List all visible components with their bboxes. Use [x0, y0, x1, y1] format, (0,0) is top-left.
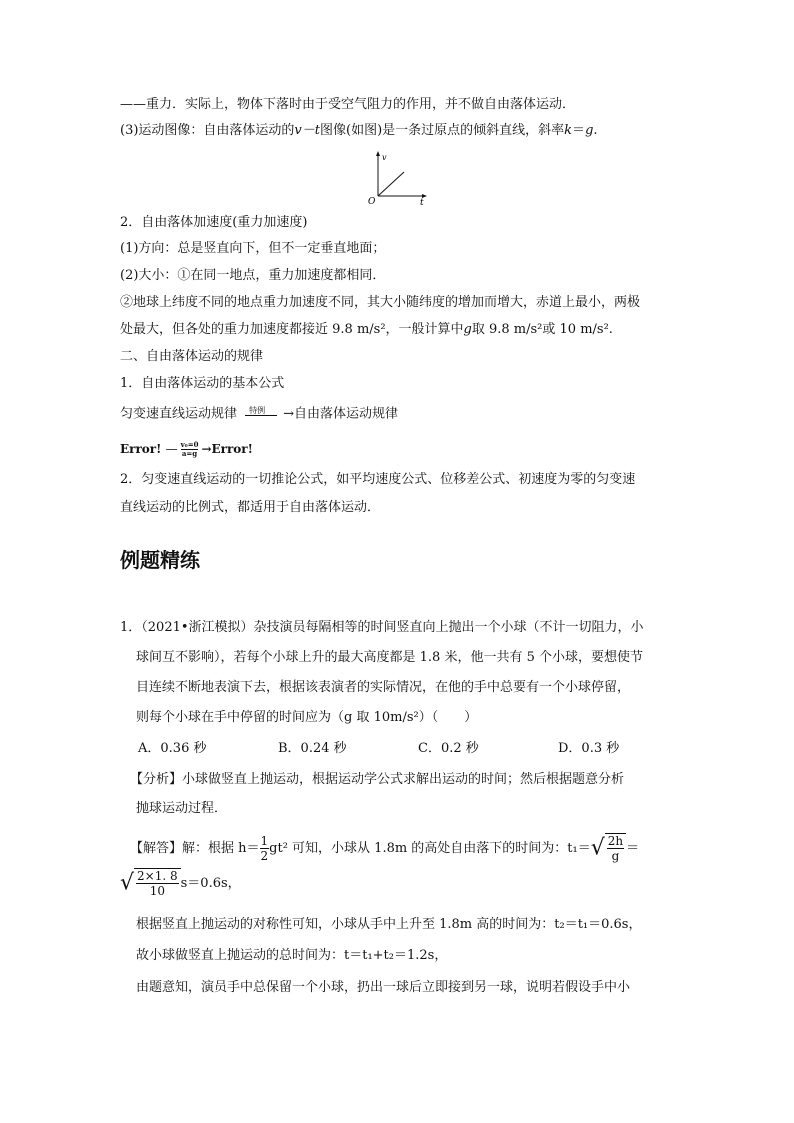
- sqrt-frac: [607, 834, 624, 863]
- section2-size: (2)大小：①在同一地点，重力加速度都相同．: [120, 268, 386, 283]
- half-num: 1: [260, 834, 269, 848]
- arrow-line: [245, 415, 277, 416]
- section2-title: 2．自由落体加速度(重力加速度): [120, 215, 308, 230]
- sol-b: gt² 可知，小球从 1.8m 的高处自由落下的时间为：t₁＝: [269, 841, 591, 856]
- intro-line-1: ——重力．实际上，物体下落时由于受空气阻力的作用，并不做自由落体运动．: [120, 97, 576, 112]
- solution-last: 由题意知，演员手中总保留一个小球，扔出一球后立即接到另一球，说明若假设手中小: [136, 980, 631, 995]
- sqrt-2h-g: √ $\frac{2h}{g}$: [591, 833, 626, 864]
- intro-line-2-pre: (3)运动图像：自由落体运动的: [120, 123, 295, 138]
- rule-left: 匀变速直线运动规律: [120, 406, 238, 422]
- x-axis-label: t: [420, 198, 424, 208]
- analysis-line2: 抛球运动过程．: [136, 801, 228, 816]
- arrow-label: 特例: [249, 406, 266, 415]
- section-heading: 例题精练: [120, 548, 200, 572]
- option-b[interactable]: B．0.24 秒: [278, 741, 347, 756]
- numeric-num: 2×1. 8: [137, 869, 178, 883]
- laws-basic: 1．自由落体运动的基本公式: [120, 376, 285, 391]
- condition-frac: [181, 441, 199, 458]
- vt-graph: [366, 148, 430, 208]
- sol2-end: s＝0.6s，: [180, 876, 241, 891]
- solution-line1: [130, 833, 639, 864]
- option-a[interactable]: A．0.36 秒: [138, 741, 207, 756]
- error-right: →Error!: [201, 442, 253, 456]
- q1-options: [138, 740, 698, 758]
- section2-latitude-1: ②地球上纬度不同的地点重力加速度不同，其大小随纬度的增加而增大，赤道上最小，两极: [120, 295, 641, 310]
- numeric-frac: [136, 869, 179, 898]
- lat2-b: 取 9.8 m/s²或 10 m/s².: [471, 322, 613, 337]
- q1-line3: 目连续不断地表演下去，根据该表演者的实际情况，在他的手中总要有一个小球停留，: [136, 680, 631, 695]
- sqrt-numeric: √ $\frac{2\times 1. 8}{10}$: [120, 868, 181, 899]
- solution-total: 故小球做竖直上抛运动的总时间为：t＝t₁+t₂＝1.2s，: [136, 948, 448, 963]
- lat2-a: 处最大，但各处的重力加速度都接近 9.8 m/s²，一般计算中: [120, 322, 464, 337]
- option-c[interactable]: C．0.2 秒: [418, 741, 479, 756]
- numeric-den: 10: [149, 884, 165, 898]
- rule-right: →自由落体运动规律: [283, 406, 399, 422]
- sqrt-den: g: [611, 849, 620, 863]
- error-row: Error! — $\frac{\text{v₀=0}}{a=g}$ →Error!: [120, 440, 253, 458]
- sol-c: ＝: [626, 841, 640, 856]
- cond-bottom: a=g: [181, 449, 198, 458]
- k-symbol: k: [564, 123, 573, 138]
- analysis-line1: 【分析】小球做竖直上抛运动，根据运动学公式求解出运动的时间；然后根据题意分析: [130, 772, 625, 787]
- cond-top: v₀=0: [180, 440, 199, 449]
- vt-symbol: v－t: [294, 123, 320, 138]
- solution-line2: [120, 868, 241, 899]
- lat2-g: g: [463, 322, 472, 337]
- laws-p2-line2: 直线运动的比例式，都适用于自由落体运动．: [120, 500, 381, 515]
- vt-line: [378, 172, 404, 196]
- half-den: 2: [260, 849, 269, 863]
- q1-line2: 球间互不影响），若每个小球上升的最大高度都是 1.8 米，他一共有 5 个小球，要想使节: [136, 650, 643, 665]
- intro-line-2-mid: 图像(如图)是一条过原点的倾斜直线，斜率: [320, 123, 565, 138]
- y-axis-label: v: [382, 153, 387, 162]
- q1-line4: 则每个小球在手中停留的时间应为（g 取 10m/s²）（ ）: [136, 710, 478, 725]
- laws-title: 二、自由落体运动的规律: [120, 349, 264, 364]
- special-case-arrow: [241, 405, 283, 423]
- q1-line1: 1．（2021•浙江模拟）杂技演员每隔相等的时间竖直向上抛出一个小球（不计一切阻力，小: [120, 620, 644, 635]
- option-d[interactable]: D．0.3 秒: [558, 741, 620, 756]
- g-symbol: g: [585, 123, 594, 138]
- error-left: Error!: [120, 442, 162, 456]
- solution-symmetry: 根据竖直上抛运动的对称性可知，小球从手中上升至 1.8m 高的时间为：t₂＝t₁＝0.6s，: [136, 917, 642, 932]
- y-axis-arrow: [376, 151, 380, 156]
- intro-line-2: [120, 122, 598, 140]
- eq-symbol: ＝: [572, 123, 586, 138]
- laws-p2-line1: 2．匀变速直线运动的一切推论公式，如平均速度公式、位移差公式、初速度为零的匀变速: [120, 472, 636, 487]
- sol-a: 【解答】解：根据 h＝: [130, 841, 260, 856]
- section2-direction: (1)方向：总是竖直向下，但不一定垂直地面；: [120, 241, 386, 256]
- period: .: [593, 123, 598, 138]
- section2-latitude-2: [120, 321, 613, 339]
- origin-label: O: [368, 197, 376, 207]
- sqrt-num: 2h: [607, 834, 624, 848]
- laws-rule: [120, 405, 398, 424]
- half-frac: [260, 834, 270, 863]
